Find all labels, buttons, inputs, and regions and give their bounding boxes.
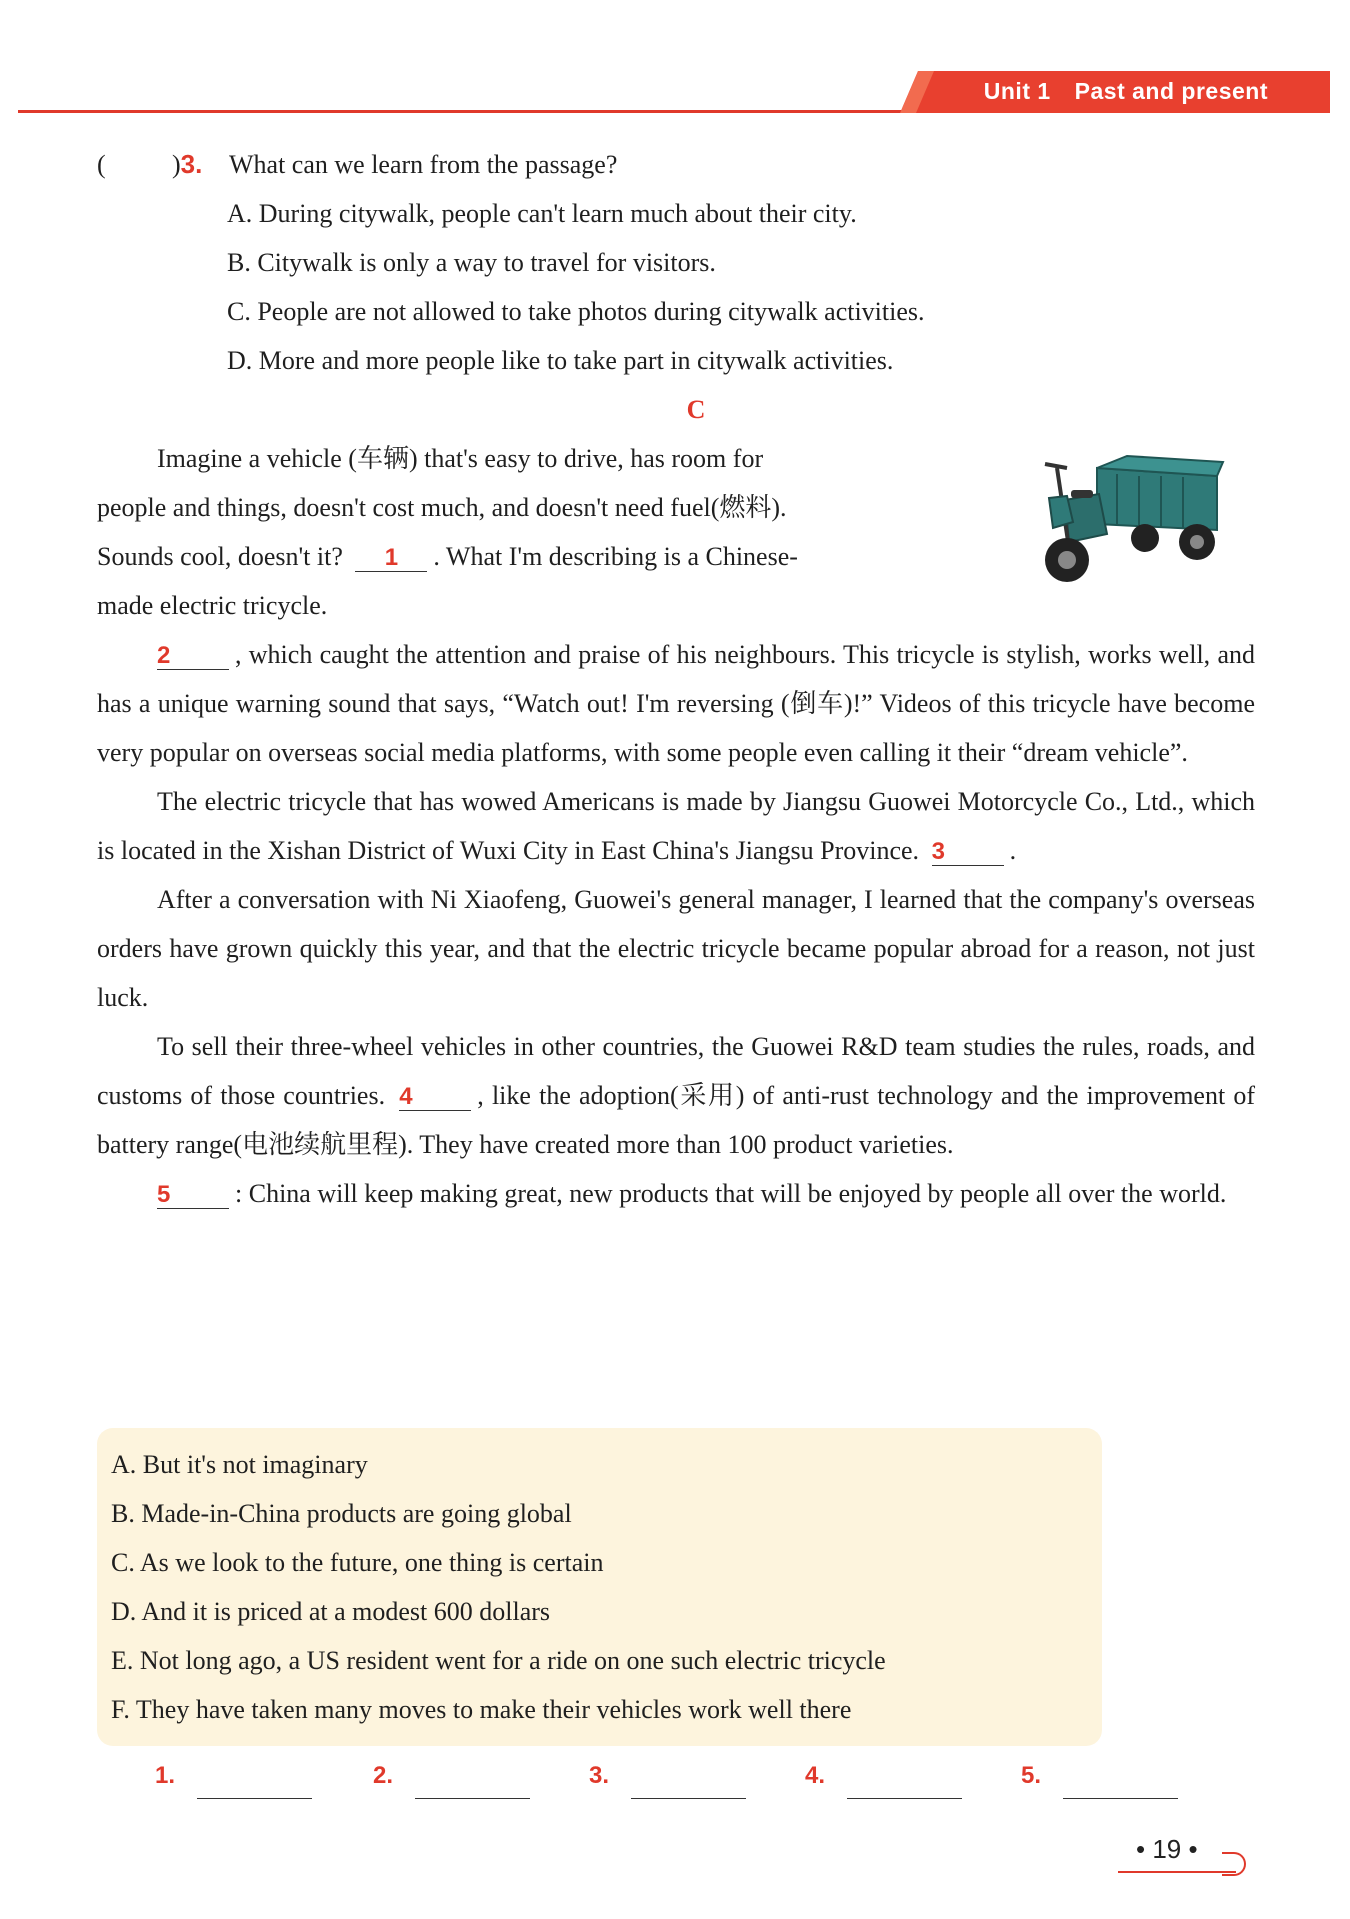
paragraph-4: After a conversation with Ni Xiaofeng, Guowei's general manager, I learned that the company's overseas orders have grown quickly this year, and that the electric tricycle became popular abroad for a reason, not just luck. (97, 885, 1255, 1012)
answer-label-5: 5. (1021, 1762, 1042, 1789)
question-option-c: C. People are not allowed to take photos during citywalk activities. (227, 297, 925, 326)
blank-1: 1 (355, 545, 427, 572)
section-heading-c: C (686, 395, 706, 424)
answer-label-3: 3. (589, 1762, 610, 1789)
question-option-d: D. More and more people like to take part in citywalk activities. (227, 346, 894, 375)
option-d: D. And it is priced at a modest 600 dollars (111, 1597, 551, 1626)
p1-line2: people and things, doesn't cost much, and doesn't need fuel(燃料). (97, 493, 787, 522)
blank-5: 5 (157, 1182, 229, 1209)
paragraph-3: The electric tricycle that has wowed Americans is made by Jiangsu Guowei Motorcycle Co., Ltd., which is located in the Xishan District of Wuxi City in East China's Jiangsu Province. 3 . (97, 787, 1255, 865)
electric-tricycle-image (1027, 438, 1227, 598)
blank-2: 2 (157, 643, 229, 670)
question-option-a: A. During citywalk, people can't learn much about their city. (227, 199, 857, 228)
option-f: F. They have taken many moves to make their vehicles work well there (111, 1695, 852, 1724)
option-c: C. As we look to the future, one thing is certain (111, 1548, 604, 1577)
answer-label-4: 4. (805, 1762, 826, 1789)
answer-blank-5[interactable] (1063, 1798, 1178, 1799)
unit-header-title (984, 78, 1268, 105)
option-e: E. Not long ago, a US resident went for a ride on one such electric tricycle (111, 1646, 886, 1675)
p1-line1: Imagine a vehicle (车辆) that's easy to drive, has room for (157, 444, 764, 473)
paragraph-5: To sell their three-wheel vehicles in other countries, the Guowei R&D team studies the rules, roads, and customs of those countries. 4 , like the adoption(采用) of anti-rust technology and the improvement of battery range(电池续航里程). They have created more than 100 product varieties. (97, 1032, 1256, 1159)
p1-line3: Sounds cool, doesn't it? 1 . What I'm describing is a Chinese- (97, 542, 798, 571)
answer-label-2: 2. (373, 1762, 394, 1789)
paragraph-6: 5 : China will keep making great, new products that will be enjoyed by people all over the world. (157, 1179, 1227, 1208)
answer-paren-right: ) (172, 150, 181, 179)
answer-label-1: 1. (155, 1762, 176, 1789)
answer-blank-2[interactable] (415, 1798, 530, 1799)
options-box (97, 1428, 1102, 1746)
unit-label: Unit 1 (983, 78, 1051, 104)
option-b: B. Made-in-China products are going global (111, 1499, 572, 1528)
answer-blank-1[interactable] (197, 1798, 312, 1799)
answer-blank-3[interactable] (631, 1798, 746, 1799)
question-option-b: B. Citywalk is only a way to travel for visitors. (227, 248, 716, 277)
paragraph-2: 2 , which caught the attention and praise of his neighbours. This tricycle is stylish, works well, and has a unique warning sound that says, “Watch out! I'm reversing (倒车)!” Videos of this tricycle have become very popular on overseas social media platforms, with some people even calling it their “dream vehicle”. (97, 640, 1255, 767)
answer-row (155, 1762, 1205, 1806)
blank-4: 4 (399, 1084, 471, 1111)
question-3 (97, 140, 1255, 189)
question-number: 3. (180, 149, 203, 179)
page-number: • 19 • (1136, 1834, 1198, 1864)
answer-blank-4[interactable] (847, 1798, 962, 1799)
p1-line4: made electric tricycle. (97, 591, 328, 620)
unit-title: Past and present (1074, 78, 1268, 104)
question-text: What can we learn from the passage? (229, 150, 618, 179)
page-number-underline (1118, 1871, 1236, 1873)
answer-paren-left: ( (97, 150, 106, 179)
page-corner-hook-icon (1222, 1852, 1246, 1876)
option-a: A. But it's not imaginary (111, 1450, 368, 1479)
page-content (97, 140, 1255, 1218)
blank-3: 3 (932, 839, 1004, 866)
